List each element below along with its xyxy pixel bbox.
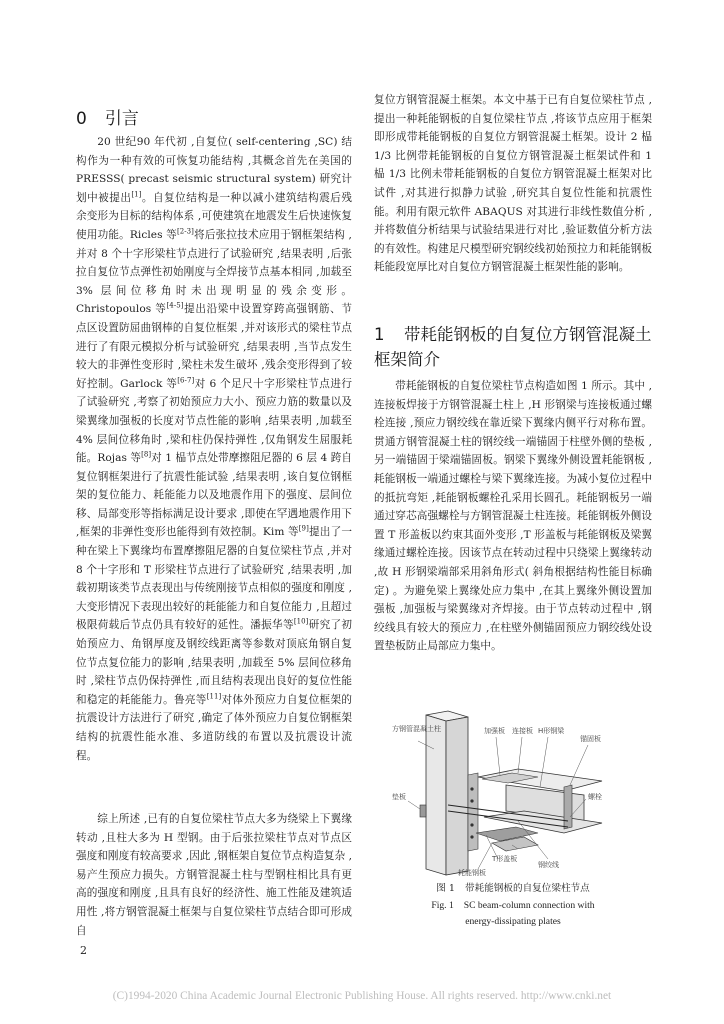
bolt-dot bbox=[470, 799, 473, 802]
section-number: 0 bbox=[76, 109, 87, 129]
intro-paragraph-continued: 复位方钢管混凝土框架。本文中基于已有自复位梁柱节点 ,提出一种耗能钢板的自复位梁柱节点 ,将该节点应用于框架即形成带耗能钢板的自复位方钢管混凝土框架。设计 2 榀 1/3 比例带耗能钢板的自复位方钢管混凝土框架试件和 1 榀 1/3 比例未带耗能钢板的自复位方钢管混凝土框架对比试件 ,对其进行拟静力试验 ,研究其自复位性能和抗震性能。利用有限元软件 ABAQUS 对其进行非线性数值分析 ,并将数值分析结果与试验结果进行对比 ,验证数值分析方法的有效性。构建足尺模型研究钢绞线初始预拉力和耗能钢板耗能段宽厚比对自复位方钢管混凝土框架性能的影响。 bbox=[374, 94, 652, 274]
bolt-dot bbox=[470, 835, 473, 838]
page-number: 2 bbox=[80, 944, 87, 957]
connect-plate-shape bbox=[468, 773, 478, 851]
label-column: 方钢管混凝土柱 bbox=[392, 725, 441, 733]
section-1-paragraph: 带耗能钢板的自复位梁柱节点构造如图 1 所示。其中 ,连接板焊接于方钢管混凝土柱上 ,H 形钢梁与连接板通过螺栓连接 ,预应力钢绞线在靠近梁下翼缘内侧平行对称布置。贯通方钢管混凝土柱的钢绞线一端锚固于柱壁外侧的垫板 ,另一端锚固于梁端锚固板。钢梁下翼缘外侧设置耗能钢板 ,耗能钢板一端通过螺栓与梁下翼缘连接。为减小复位过程中的抵抗弯矩 ,耗能钢板螺栓孔采用长圆孔。耗能钢板另一端通过穿芯高强螺栓与方钢管混凝土柱连接。耗能钢板外侧设置 T 形盖板以约束其面外变形 ,T 形盖板与耗能钢板及梁翼缘通过螺栓连接。因该节点在转动过程中只绕梁上翼缘转动 ,故 H 形钢梁端部采用斜角形式( 斜角根据结构性能目标确定) 。为避免梁上翼缘处应力集中 ,在其上翼缘外侧设置加强板 ,加强板与梁翼缘对齐焊接。由于节点转动过程中 ,钢绞线具有较大的预应力 ,在柱壁外侧锚固预应力钢绞线处设置垫板防止局部应力集中。 bbox=[374, 380, 652, 653]
section-1-title bbox=[374, 322, 652, 372]
column-shape bbox=[426, 711, 468, 875]
label-dissipate: 耗能钢板 bbox=[458, 869, 486, 877]
label-strengthen: 加强板 bbox=[484, 727, 505, 735]
figure-caption-en: Fig. 1 SC beam-column connection with bbox=[431, 900, 595, 911]
intro-paragraph-2: 综上所述 ,已有的自复位梁柱节点大多为绕梁上下翼缘转动 ,且柱大多为 H 型钢。由于后张拉梁柱节点对节点区强度和刚度有较高要求 ,因此 ,钢框架自复位节点构造复杂 ,易产生预应力损失。方钢管混凝土柱与型钢柱相比具有更高的强度和刚度 ,且具有良好的经济性、施工性能及建筑适用性 ,将方钢管混凝土框架与自复位梁柱节点结合即可形成自 bbox=[76, 813, 352, 937]
section-heading: 引言 bbox=[104, 109, 139, 129]
dissipate-plate-shape bbox=[476, 827, 538, 841]
label-pad: 垫板 bbox=[392, 793, 406, 801]
connection-figure bbox=[388, 709, 618, 877]
intro-paragraph-1: 20 世纪90 年代初 ,自复位( self-centering ,SC) 结构作为一种有效的可恢复功能结构 ,其概念首先在美国的PRESSS( precast seismic structural system) 研究计划中被提出[1]。自复位结构是一种以减小建筑结构震后残余变形为目标的结构体系 ,可使建筑在地震发生后快速恢复使用功能。Ricles 等[2-3]将后张拉技术应用于钢框架结构 ,并对 8 个十字形梁柱节点进行了试验研究 ,结果表明 ,后张拉自复位节点弹性初始刚度与全焊接节点基本相同 ,加载至 3% 层间位移角时未出现明显的残余变形。Christopoulos 等[4-5]提出沿梁中设置穿跨高强钢筋、节点区设置防屈曲钢棒的自复位框架 ,并对该形式的梁柱节点进行了有限元模拟分析与试验研究 ,结果表明 ,当节点发生较大的非弹性变形时 ,梁柱未发生破坏 ,残余变形得到了较好控制。Garlock 等[6-7]对 6 个足尺十字形梁柱节点进行了试验研究 ,考察了初始预应力大小、预应力筋的数量以及梁翼缘加强板的长度对节点性能的影响 ,结果表明 ,加载至 4% 层间位移角时 ,梁和柱仍保持弹性 ,仅角钢发生屈服耗能。Rojas 等[8]对 1 榀节点处带摩擦阻尼器的 6 层 4 跨自复位钢框架进行了抗震性能试验 ,结果表明 ,该自复位钢框架的复位能力、耗能能力以及地震作用下的强度、层间位移、局部变形等指标满足设计要求 ,即使在罕遇地震作用下 ,框架的非弹性变形也能得到有效控制。Kim 等[9]提出了一种在梁上下翼缘均布置摩擦阻尼器的自复位梁柱节点 ,并对 8 个十字形和 T 形梁柱节点进行了试验研究 ,结果表明 ,加载初期该类节点表现出与传统刚接节点相似的强度和刚度 ,大变形情况下表现出较好的耗能能力和自复位能力 ,且超过极限荷载后节点仍具有较好的延性。潘振华等[10]研究了初始预应力、角钢厚度及钢绞线距离等参数对顶底角钢自复位节点复位能力的影响 ,结果表明 ,加载至 5% 层间位移角时 ,梁柱节点仍保持弹性 ,而且结构表现出良好的复位性能和稳定的耗能能力。鲁亮等[11]对体外预应力自复位框架的抗震设计方法进行了研究 ,确定了体外预应力自复位钢框架结构的抗震性能水准、多道防线的布置以及抗震设计流程。 bbox=[76, 136, 353, 762]
figure-caption-cn: 图 1 带耗能钢板的自复位梁柱节点 bbox=[436, 883, 590, 894]
section-heading: 带耗能钢板的自复位方钢管混凝土框架简介 bbox=[374, 325, 652, 369]
figure-caption-en-line2: energy-dissipating plates bbox=[465, 916, 561, 927]
anchor-plate-shape bbox=[564, 785, 572, 829]
label-hbeam: H形钢梁 bbox=[538, 727, 565, 735]
label-connect: 连接板 bbox=[512, 727, 533, 735]
label-tendon: 钢绞线 bbox=[538, 861, 559, 869]
copyright-footer: (C)1994-2020 China Academic Journal Electronic Publishing House. All rights reserved. http://www.cnki.net bbox=[112, 990, 612, 1002]
section-number: 1 bbox=[374, 325, 385, 344]
label-bolt: 螺栓 bbox=[588, 793, 602, 801]
label-tcover: T形盖板 bbox=[492, 855, 518, 863]
section-0-title bbox=[76, 104, 139, 129]
pad-shape bbox=[420, 805, 426, 817]
bolt-dot bbox=[470, 787, 473, 790]
bolt-dot bbox=[470, 823, 473, 826]
label-anchor: 锚固板 bbox=[580, 735, 601, 743]
